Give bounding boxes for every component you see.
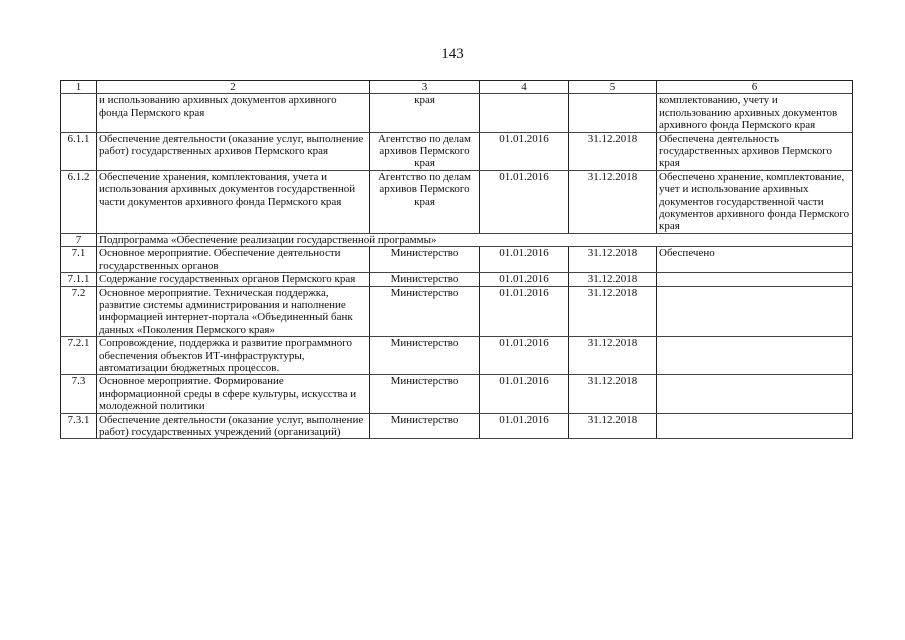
table-row bbox=[61, 132, 853, 170]
activity-name: Сопровождение, поддержка и развитие программного обеспечения объектов ИТ-инфраструктуры, автоматизации бюджетных процессов. bbox=[97, 337, 370, 375]
start-date: 01.01.2016 bbox=[480, 132, 569, 170]
end-date bbox=[569, 94, 657, 132]
section-row bbox=[61, 233, 853, 246]
end-date: 31.12.2018 bbox=[569, 337, 657, 375]
end-date: 31.12.2018 bbox=[569, 273, 657, 286]
row-number: 7.2 bbox=[61, 286, 97, 337]
end-date: 31.12.2018 bbox=[569, 247, 657, 273]
activity-name: Содержание государственных органов Пермского края bbox=[97, 273, 370, 286]
start-date bbox=[480, 94, 569, 132]
activity-name: Обеспечение деятельности (оказание услуг, выполнение работ) государственных архивов Пермского края bbox=[97, 132, 370, 170]
table-row bbox=[61, 273, 853, 286]
table-body bbox=[61, 81, 853, 439]
end-date: 31.12.2018 bbox=[569, 375, 657, 413]
expected-result: комплектованию, учету и использованию архивных документов архивного фонда Пермского края bbox=[657, 94, 853, 132]
start-date: 01.01.2016 bbox=[480, 170, 569, 233]
responsible-executor: Агентство по делам архивов Пермского края bbox=[370, 170, 480, 233]
expected-result bbox=[657, 375, 853, 413]
activity-name: Основное мероприятие. Техническая поддержка, развитие системы администрирования и наполнение информацией интернет-портала «Объединенный банк данных «Поколения Пермского края» bbox=[97, 286, 370, 337]
row-number: 7.2.1 bbox=[61, 337, 97, 375]
row-number: 7.3.1 bbox=[61, 413, 97, 439]
table-row bbox=[61, 286, 853, 337]
expected-result: Обеспечено bbox=[657, 247, 853, 273]
column-number: 4 bbox=[480, 81, 569, 94]
expected-result: Обеспечено хранение, комплектование, учет и использование архивных документов государственной части документов архивного фонда Пермского края bbox=[657, 170, 853, 233]
start-date: 01.01.2016 bbox=[480, 286, 569, 337]
activity-name: Основное мероприятие. Обеспечение деятельности государственных органов bbox=[97, 247, 370, 273]
table-row bbox=[61, 413, 853, 439]
column-number: 6 bbox=[657, 81, 853, 94]
responsible-executor: Министерство bbox=[370, 375, 480, 413]
expected-result bbox=[657, 273, 853, 286]
responsible-executor: Министерство bbox=[370, 273, 480, 286]
responsible-executor: Министерство bbox=[370, 337, 480, 375]
end-date: 31.12.2018 bbox=[569, 286, 657, 337]
row-number: 7.1 bbox=[61, 247, 97, 273]
activity-name: Обеспечение хранения, комплектования, учета и использования архивных документов государственной части документов архивного фонда Пермского края bbox=[97, 170, 370, 233]
responsible-executor: края bbox=[370, 94, 480, 132]
page-number: 143 bbox=[441, 46, 464, 62]
activity-name: и использованию архивных документов архивного фонда Пермского края bbox=[97, 94, 370, 132]
table-row bbox=[61, 375, 853, 413]
end-date: 31.12.2018 bbox=[569, 170, 657, 233]
column-number: 5 bbox=[569, 81, 657, 94]
table-row bbox=[61, 337, 853, 375]
activity-name: Обеспечение деятельности (оказание услуг, выполнение работ) государственных учреждений (организаций) bbox=[97, 413, 370, 439]
expected-result: Обеспечена деятельность государственных архивов Пермского края bbox=[657, 132, 853, 170]
expected-result bbox=[657, 286, 853, 337]
column-number: 2 bbox=[97, 81, 370, 94]
table-row bbox=[61, 94, 853, 132]
subprogram-title: Подпрограмма «Обеспечение реализации государственной программы» bbox=[97, 233, 853, 246]
start-date: 01.01.2016 bbox=[480, 337, 569, 375]
expected-result bbox=[657, 337, 853, 375]
row-number bbox=[61, 94, 97, 132]
responsible-executor: Агентство по делам архивов Пермского края bbox=[370, 132, 480, 170]
start-date: 01.01.2016 bbox=[480, 375, 569, 413]
row-number: 6.1.1 bbox=[61, 132, 97, 170]
table-row bbox=[61, 247, 853, 273]
start-date: 01.01.2016 bbox=[480, 247, 569, 273]
row-number: 7.1.1 bbox=[61, 273, 97, 286]
responsible-executor: Министерство bbox=[370, 286, 480, 337]
end-date: 31.12.2018 bbox=[569, 413, 657, 439]
row-number: 7.3 bbox=[61, 375, 97, 413]
end-date: 31.12.2018 bbox=[569, 132, 657, 170]
start-date: 01.01.2016 bbox=[480, 273, 569, 286]
responsible-executor: Министерство bbox=[370, 247, 480, 273]
table-row bbox=[61, 170, 853, 233]
activity-name: Основное мероприятие. Формирование информационной среды в сфере культуры, искусства и молодежной политики bbox=[97, 375, 370, 413]
expected-result bbox=[657, 413, 853, 439]
column-number: 3 bbox=[370, 81, 480, 94]
row-number: 6.1.2 bbox=[61, 170, 97, 233]
start-date: 01.01.2016 bbox=[480, 413, 569, 439]
responsible-executor: Министерство bbox=[370, 413, 480, 439]
column-number: 1 bbox=[61, 81, 97, 94]
row-number: 7 bbox=[61, 233, 97, 246]
column-number-row bbox=[61, 81, 853, 94]
program-table bbox=[60, 80, 853, 439]
